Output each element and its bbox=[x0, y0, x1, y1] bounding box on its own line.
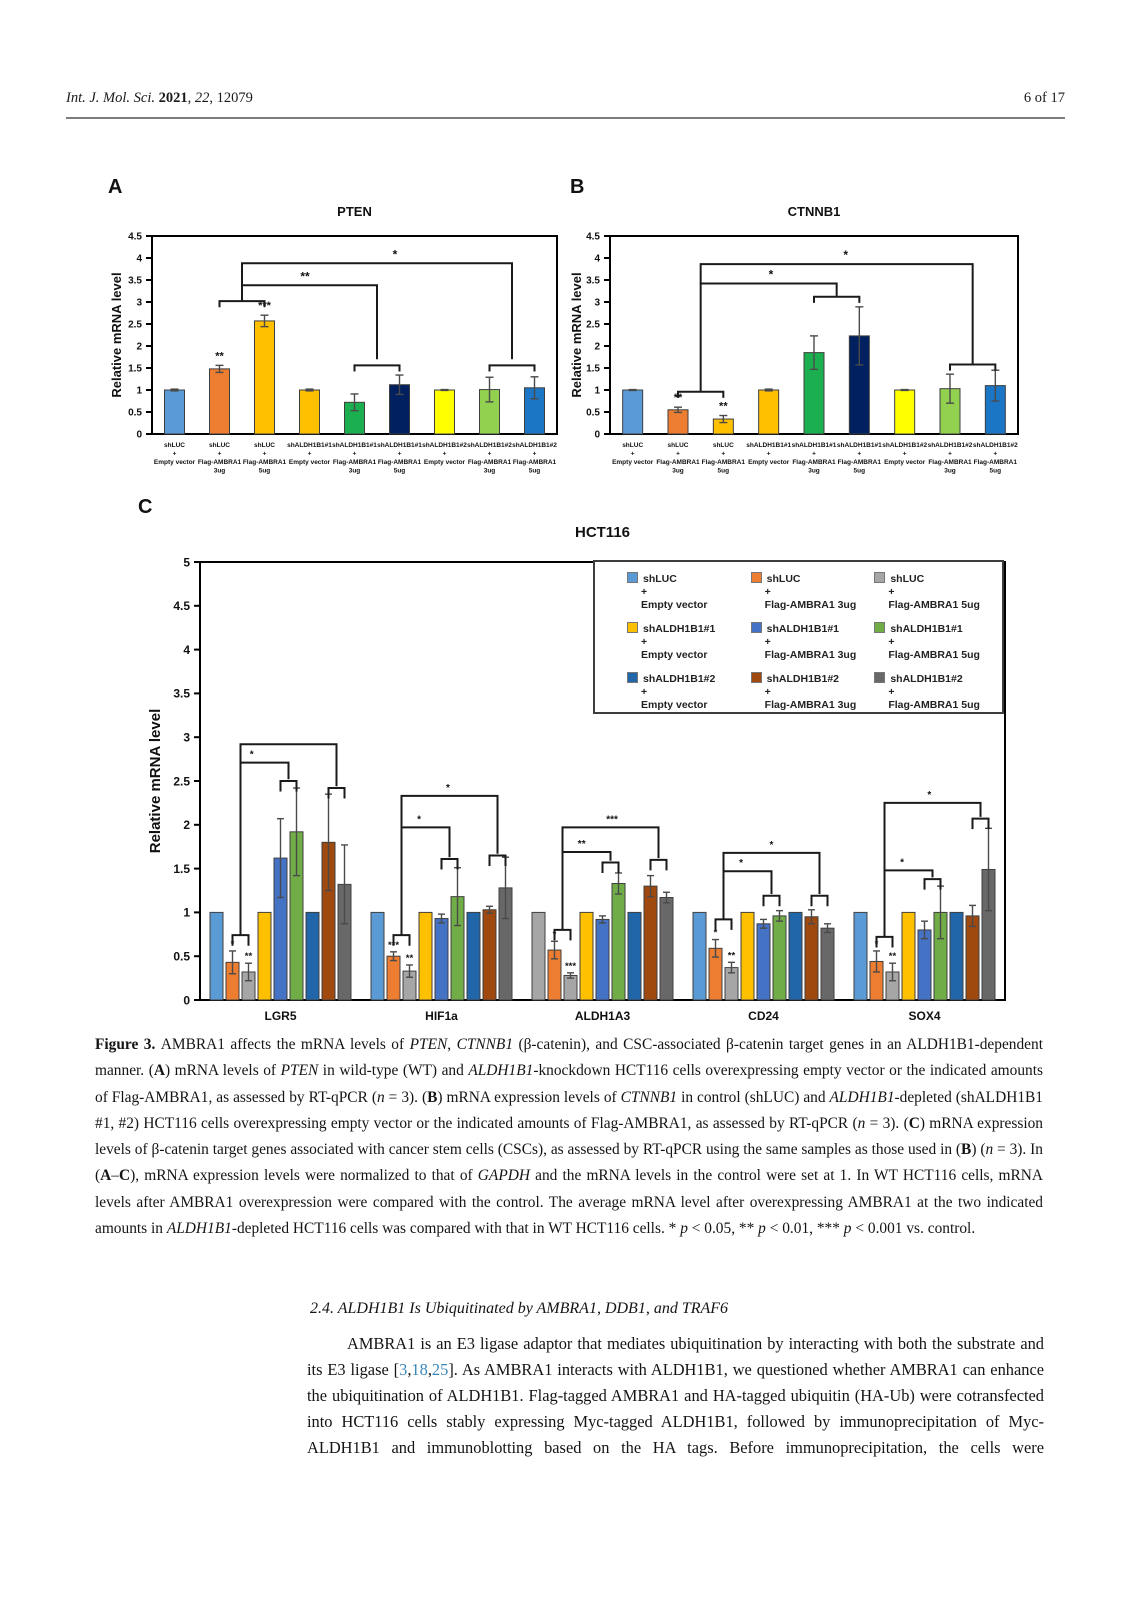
text-run: ALDH1B1 bbox=[468, 1062, 534, 1080]
x-axis-label: shALDH1B1#2 + Empty vector bbox=[422, 442, 467, 466]
y-axis-tick-label: 4.5 bbox=[128, 231, 142, 243]
text-run: = 3). In ( bbox=[95, 1141, 1043, 1185]
ctnnb1-chart-svg bbox=[555, 180, 1031, 492]
y-axis-tick-label: 0 bbox=[183, 993, 190, 1008]
chart-title: CTNNB1 bbox=[787, 204, 841, 219]
x-axis-label: ALDH1A3 bbox=[574, 1009, 631, 1023]
legend-item: shALDH1B1#2 + Flag-AMBRA1 5ug bbox=[874, 672, 998, 712]
y-axis-tick-label: 2 bbox=[136, 341, 142, 353]
sig-star: ** bbox=[577, 838, 586, 850]
x-axis-label: shLUC + Flag-AMBRA1 5ug bbox=[701, 442, 746, 475]
bar bbox=[773, 916, 786, 1000]
legend-item: shLUC + Flag-AMBRA1 3ug bbox=[751, 572, 875, 612]
panel-label-b: B bbox=[570, 176, 585, 198]
sig-star: *** bbox=[606, 814, 618, 826]
y-axis-tick-label: 5 bbox=[183, 555, 190, 570]
chart-title: PTEN bbox=[337, 204, 372, 219]
text-run: B bbox=[427, 1088, 438, 1106]
y-axis-tick-label: 1.5 bbox=[128, 363, 142, 375]
legend-swatch bbox=[627, 572, 638, 583]
text-run: CTNNB1 bbox=[620, 1088, 678, 1106]
x-axis-label: shALDH1B1#1 + Empty vector bbox=[746, 442, 792, 466]
x-axis-label: shLUC + Flag-AMBRA1 3ug bbox=[197, 442, 242, 475]
bar-star: ** bbox=[727, 950, 736, 962]
legend-item: shLUC + Empty vector bbox=[627, 572, 751, 612]
text-run: -depleted HCT116 cells was compared with that in WT HCT116 cells. * bbox=[231, 1220, 681, 1238]
legend-item: shALDH1B1#1 + Flag-AMBRA1 3ug bbox=[751, 622, 875, 662]
bar bbox=[966, 916, 979, 1000]
body-paragraph bbox=[307, 1331, 1044, 1461]
x-axis-label: shALDH1B1#1 + Flag-AMBRA1 3ug bbox=[791, 442, 837, 475]
bar-star: * bbox=[552, 929, 557, 941]
text-run: ), mRNA expression levels were normalized to that of bbox=[130, 1167, 478, 1185]
text-run: , bbox=[187, 90, 195, 106]
sig-star: * bbox=[249, 749, 254, 761]
sig-star: * bbox=[927, 789, 932, 801]
bar bbox=[580, 912, 593, 1000]
x-axis-label: shLUC + Empty vector bbox=[612, 442, 654, 466]
text-run: n bbox=[985, 1141, 994, 1159]
text-run: A bbox=[100, 1167, 112, 1185]
bar bbox=[467, 912, 480, 1000]
text-run: p bbox=[843, 1220, 852, 1238]
sig-star: * bbox=[445, 782, 450, 794]
citation-link[interactable]: 18 bbox=[411, 1359, 428, 1379]
text-run: < 0.01, *** bbox=[765, 1220, 844, 1238]
bar-star: ** bbox=[405, 952, 414, 964]
y-axis-label: Relative mRNA level bbox=[109, 272, 124, 398]
legend-item: shALDH1B1#1 + Empty vector bbox=[627, 622, 751, 662]
y-axis-tick-label: 2 bbox=[183, 818, 190, 833]
bar bbox=[895, 390, 915, 434]
text-run: 2021 bbox=[158, 90, 188, 106]
bar bbox=[623, 390, 643, 434]
bar bbox=[387, 956, 400, 1000]
text-run: C bbox=[908, 1114, 920, 1132]
y-axis-tick-label: 4 bbox=[136, 253, 142, 265]
x-axis-label: HIF1a bbox=[425, 1009, 458, 1023]
legend-swatch bbox=[874, 572, 885, 583]
text-run: B bbox=[961, 1141, 972, 1159]
y-axis-tick-label: 3 bbox=[594, 297, 600, 309]
legend-item: shALDH1B1#2 + Empty vector bbox=[627, 672, 751, 712]
bar bbox=[741, 912, 754, 1000]
text-run: CTNNB1 bbox=[456, 1036, 514, 1053]
bar bbox=[435, 390, 455, 434]
bar bbox=[255, 321, 275, 434]
bar-star: *** bbox=[564, 960, 577, 972]
pten-chart-svg bbox=[95, 180, 567, 492]
bar bbox=[668, 410, 688, 434]
x-axis-label: shALDH1B1#1 + Flag-AMBRA1 3ug bbox=[332, 442, 377, 475]
text-run: (β-catenin), and CSC-associated β-catenin target genes in an ALDH1B1-dependent manner. ( bbox=[95, 1036, 1043, 1080]
citation-link[interactable]: 3 bbox=[399, 1359, 408, 1379]
text-run: C bbox=[118, 1167, 131, 1185]
sig-star: * bbox=[769, 839, 774, 851]
text-run: , bbox=[407, 1359, 412, 1379]
bar-star: *** bbox=[258, 300, 271, 313]
y-axis-tick-label: 0.5 bbox=[173, 949, 190, 964]
bar-star: *** bbox=[387, 939, 400, 951]
text-run: Figure 3. bbox=[95, 1036, 161, 1053]
pten-chart bbox=[95, 180, 567, 492]
y-axis-tick-label: 3.5 bbox=[586, 275, 600, 287]
legend-swatch bbox=[627, 622, 638, 633]
chart-title: HCT116 bbox=[574, 524, 631, 541]
x-axis-label: shALDH1B1#2 + Flag-AMBRA1 3ug bbox=[927, 442, 973, 475]
x-axis-label: shLUC + Flag-AMBRA1 5ug bbox=[242, 442, 287, 475]
y-axis-tick-label: 3.5 bbox=[128, 275, 142, 287]
text-run: Int. J. Mol. Sci. bbox=[66, 90, 159, 106]
text-run: , bbox=[427, 1359, 432, 1379]
text-run: AMBRA1 affects the mRNA levels of bbox=[160, 1036, 410, 1053]
text-run: < 0.05, ** bbox=[687, 1220, 759, 1238]
hct116-chart bbox=[130, 503, 1030, 1035]
legend-swatch bbox=[751, 672, 762, 683]
x-axis-label: shALDH1B1#1 + Flag-AMBRA1 5ug bbox=[836, 442, 882, 475]
legend-swatch bbox=[874, 622, 885, 633]
y-axis-tick-label: 4 bbox=[594, 253, 600, 265]
sig-star: * bbox=[739, 858, 744, 870]
bar bbox=[628, 912, 641, 1000]
bar bbox=[821, 928, 834, 1000]
legend-item: shALDH1B1#1 + Flag-AMBRA1 5ug bbox=[874, 622, 998, 662]
bar-star: ** bbox=[244, 951, 253, 963]
ctnnb1-chart bbox=[555, 180, 1031, 492]
bar bbox=[693, 912, 706, 1000]
y-axis-tick-label: 2 bbox=[594, 341, 600, 353]
text-run: ]. As AMBRA1 interacts with ALDH1B1, we questioned whether AMBRA1 can enhance the ubiquitination of ALDH1B1. Flag-tagged AMBRA1 and HA-tagged ubiquitin (HA-Ub) were cotransfected into HCT116 cells stably expressing Myc-tagged ALDH1B1, followed by immunoprecipitation of Myc-ALDH1B1 and immunoblotting based on the HA tags. Before immunoprecipitation, the cells were bbox=[307, 1359, 1044, 1457]
sig-star: * bbox=[417, 814, 422, 826]
bar bbox=[532, 912, 545, 1000]
legend-swatch bbox=[627, 672, 638, 683]
bar bbox=[805, 917, 818, 1000]
bar bbox=[258, 912, 271, 1000]
bar bbox=[902, 912, 915, 1000]
x-axis-label: shLUC + Flag-AMBRA1 3ug bbox=[656, 442, 700, 475]
sig-star: * bbox=[843, 248, 849, 263]
bar bbox=[300, 390, 320, 434]
legend-swatch bbox=[751, 622, 762, 633]
y-axis-tick-label: 1 bbox=[183, 905, 190, 920]
text-run: p bbox=[680, 1220, 688, 1238]
text-run: p bbox=[758, 1220, 766, 1238]
x-axis-label: shALDH1B1#2 + Flag-AMBRA1 5ug bbox=[972, 442, 1018, 475]
bar-star: * bbox=[874, 938, 879, 950]
sig-star: ** bbox=[300, 269, 310, 284]
x-axis-label: shLUC + Empty vector bbox=[153, 442, 196, 466]
bar bbox=[854, 912, 867, 1000]
figure-caption bbox=[95, 1032, 1043, 1242]
y-axis-tick-label: 2.5 bbox=[128, 319, 142, 331]
bar bbox=[165, 390, 185, 434]
bar-star: ** bbox=[719, 400, 728, 413]
y-axis-tick-label: 3 bbox=[183, 730, 190, 745]
text-run: ALDH1B1 bbox=[829, 1088, 895, 1106]
bar bbox=[306, 912, 319, 1000]
bar bbox=[757, 924, 770, 1000]
y-axis-tick-label: 1 bbox=[136, 385, 142, 397]
x-axis-label: SOX4 bbox=[908, 1009, 941, 1023]
text-run: in wild-type (WT) and bbox=[318, 1062, 469, 1080]
y-axis-label: Relative mRNA level bbox=[569, 272, 584, 398]
text-run: 22 bbox=[194, 90, 210, 106]
y-axis-tick-label: 0 bbox=[594, 429, 600, 441]
text-run: = 3). ( bbox=[384, 1088, 428, 1106]
x-axis-label: shALDH1B1#2 + Empty vector bbox=[882, 442, 928, 466]
text-run: ) mRNA expression levels of bbox=[437, 1088, 621, 1106]
text-run: PTEN bbox=[409, 1036, 448, 1053]
text-run: ) mRNA levels of bbox=[164, 1062, 281, 1080]
text-run: , bbox=[447, 1036, 457, 1053]
y-axis-tick-label: 1.5 bbox=[173, 861, 190, 876]
bar bbox=[210, 369, 230, 434]
y-axis-tick-label: 3.5 bbox=[173, 686, 190, 701]
bar bbox=[918, 930, 931, 1000]
text-run: n bbox=[376, 1088, 385, 1106]
sig-star: * bbox=[768, 267, 774, 282]
bar bbox=[612, 883, 625, 1000]
text-run: A bbox=[153, 1062, 165, 1080]
text-run: = 3). ( bbox=[865, 1114, 909, 1132]
bar bbox=[596, 919, 609, 1000]
y-axis-tick-label: 1.5 bbox=[586, 363, 600, 375]
bar bbox=[435, 919, 448, 1000]
text-run: AMBRA1 is an E3 ligase adaptor that mediates ubiquitination by interacting with both the substrate and its E3 ligase [ bbox=[307, 1334, 1044, 1379]
bar bbox=[660, 898, 673, 1000]
text-run: in control (shLUC) and bbox=[677, 1088, 830, 1106]
chart-legend bbox=[593, 560, 1004, 714]
y-axis-tick-label: 4.5 bbox=[173, 599, 190, 614]
bar bbox=[950, 912, 963, 1000]
bar bbox=[371, 912, 384, 1000]
y-axis-label: Relative mRNA level bbox=[147, 708, 164, 854]
section-heading: 2.4. ALDH1B1 Is Ubiquitinated by AMBRA1, DDB1, and TRAF6 bbox=[310, 1300, 729, 1317]
bar bbox=[789, 912, 802, 1000]
y-axis-tick-label: 2.5 bbox=[586, 319, 600, 331]
y-axis-tick-label: 0.5 bbox=[128, 407, 142, 419]
text-run: , 12079 bbox=[209, 90, 253, 106]
sig-star: * bbox=[900, 857, 905, 869]
bar bbox=[210, 912, 223, 1000]
text-run: -depleted (shALDH1B1 #1, #2) HCT116 cells overexpressing empty vector or the indicated amounts of Flag-AMBRA1, as assessed by RT-qPCR ( bbox=[95, 1088, 1043, 1132]
x-axis-label: shALDH1B1#1 + Flag-AMBRA1 5ug bbox=[377, 442, 422, 475]
bar-star: ** bbox=[673, 392, 683, 405]
bar-star: ** bbox=[888, 951, 897, 963]
y-axis-tick-label: 2.5 bbox=[173, 774, 190, 789]
text-run: PTEN bbox=[280, 1062, 319, 1080]
header-rule bbox=[66, 117, 1065, 119]
panel-label-a: A bbox=[108, 176, 123, 198]
text-run: ) mRNA expression levels of β-catenin target genes associated with cancer stem cells (CSCs), as assessed by RT-qPCR using the same samples as those used in ( bbox=[95, 1114, 1043, 1159]
y-axis-tick-label: 4.5 bbox=[586, 231, 600, 243]
text-run: < 0.001 vs. control. bbox=[851, 1220, 976, 1238]
bar-star: ** bbox=[215, 350, 224, 363]
bar bbox=[644, 886, 657, 1000]
bar-star: * bbox=[713, 927, 718, 939]
x-axis-label: LGR5 bbox=[264, 1009, 297, 1023]
x-axis-label: shALDH1B1#2 + Flag-AMBRA1 5ug bbox=[512, 442, 557, 475]
x-axis-label: shALDH1B1#2 + Flag-AMBRA1 3ug bbox=[467, 442, 512, 475]
journal-citation bbox=[66, 90, 253, 107]
page-number: 6 of 17 bbox=[1023, 90, 1065, 106]
legend-swatch bbox=[751, 572, 762, 583]
x-axis-label: shALDH1B1#1 + Empty vector bbox=[287, 442, 332, 466]
y-axis-tick-label: 1 bbox=[594, 385, 600, 397]
sig-star: * bbox=[392, 247, 398, 262]
text-run: GAPDH bbox=[477, 1167, 530, 1185]
text-run: ) ( bbox=[971, 1141, 986, 1159]
legend-item: shALDH1B1#2 + Flag-AMBRA1 3ug bbox=[751, 672, 875, 712]
citation-link[interactable]: 25 bbox=[431, 1359, 449, 1379]
y-axis-tick-label: 4 bbox=[183, 642, 190, 657]
legend-item: shLUC + Flag-AMBRA1 5ug bbox=[874, 572, 998, 612]
text-run: and the mRNA levels in the control were set at 1. In WT HCT116 cells, mRNA levels after AMBRA1 overexpression were compared with the control. The average mRNA level after overexpressing AMBRA1 at the two indicated amounts in bbox=[95, 1167, 1043, 1238]
y-axis-tick-label: 3 bbox=[136, 297, 142, 309]
bar-star: * bbox=[230, 938, 235, 950]
legend-swatch bbox=[874, 672, 885, 683]
text-run: ALDH1B1 bbox=[166, 1220, 232, 1238]
text-run: -knockdown HCT116 cells overexpressing empty vector or the indicated amounts of Flag-AMBRA1, as assessed by RT-qPCR ( bbox=[95, 1062, 1043, 1106]
bar bbox=[419, 912, 432, 1000]
text-run: – bbox=[111, 1167, 119, 1185]
x-axis-label: CD24 bbox=[748, 1009, 779, 1023]
panel-label-c: C bbox=[138, 496, 153, 518]
text-run: n bbox=[857, 1114, 866, 1132]
bar bbox=[564, 975, 577, 1000]
bar bbox=[483, 910, 496, 1000]
y-axis-tick-label: 0.5 bbox=[586, 407, 600, 419]
y-axis-tick-label: 0 bbox=[136, 429, 142, 441]
bar bbox=[759, 390, 779, 434]
